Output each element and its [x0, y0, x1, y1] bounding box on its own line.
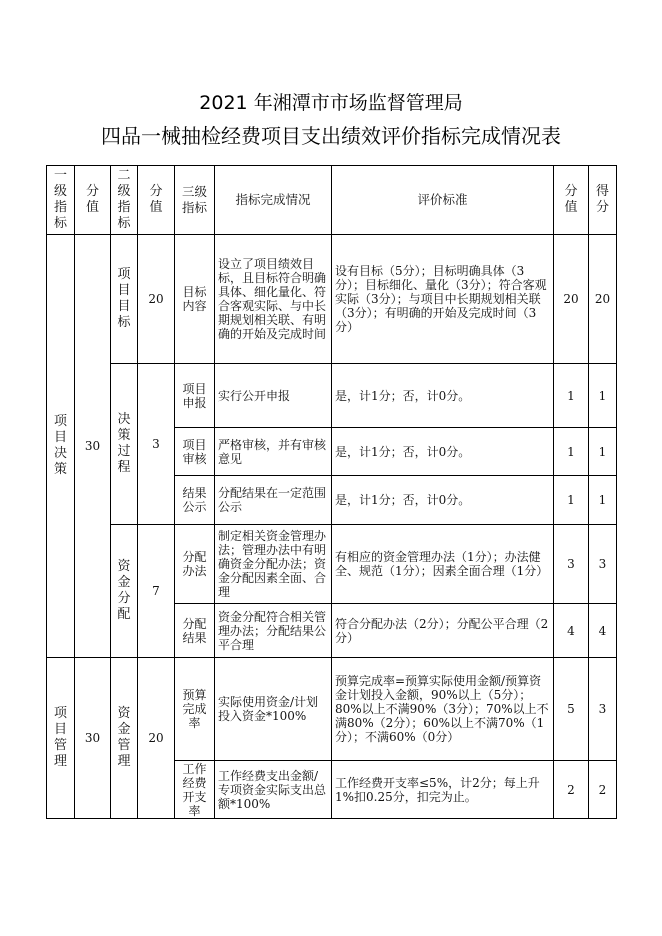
- header-cell: [554, 166, 589, 235]
- max-score: 1: [554, 476, 589, 525]
- level3-cell: 分配结果: [175, 604, 215, 658]
- max-score: 5: [554, 658, 589, 761]
- criteria-cell: 是，计1分；否，计0分。: [332, 428, 554, 476]
- got-score: 20: [589, 235, 617, 364]
- level3-cell: 工作经费开支率: [175, 761, 215, 819]
- title-line1: 2021 年湘潭市市场监督管理局: [199, 92, 463, 114]
- vertical-label: 分值: [149, 184, 163, 215]
- got-score: 3: [589, 525, 617, 604]
- vertical-label: 二级指标: [117, 168, 131, 231]
- level3-cell: 目标内容: [175, 235, 215, 364]
- vertical-label: 分值: [564, 184, 578, 215]
- completion-cell: 实际使用资金/计划投入资金*100%: [215, 658, 332, 761]
- level1-cell: [47, 235, 75, 658]
- criteria-cell: 有相应的资金管理办法（1分）；办法健全、规范（1分）；因素全面合理（1分）: [332, 525, 554, 604]
- level3-cell: 分配办法: [175, 525, 215, 604]
- table-row: [47, 235, 617, 364]
- vertical-label: 分值: [86, 184, 100, 215]
- completion-cell: 实行公开申报: [215, 364, 332, 428]
- header-cell: 评价标准: [332, 166, 554, 235]
- completion-cell: 工作经费支出金额/专项资金实际支出总额*100%: [215, 761, 332, 819]
- vertical-label: 项目管理: [54, 706, 68, 769]
- header-row: [47, 166, 617, 235]
- completion-cell: 分配结果在一定范围公示: [215, 476, 332, 525]
- table-row: [47, 364, 617, 428]
- max-score: 2: [554, 761, 589, 819]
- level2-score: 20: [138, 658, 175, 819]
- got-score: 1: [589, 428, 617, 476]
- header-cell: [75, 166, 111, 235]
- level2-cell: [111, 235, 138, 364]
- level3-cell: 结果公示: [175, 476, 215, 525]
- max-score: 4: [554, 604, 589, 658]
- level2-score: 7: [138, 525, 175, 658]
- table-row: [47, 525, 617, 604]
- header-cell: [47, 166, 75, 235]
- evaluation-table: [46, 165, 617, 819]
- criteria-cell: 是，计1分；否，计0分。: [332, 476, 554, 525]
- criteria-cell: 符合分配办法（2分）；分配公平合理（2分）: [332, 604, 554, 658]
- vertical-label: 一级指标: [54, 168, 68, 231]
- completion-cell: 资金分配符合相关管理办法；分配结果公平合理: [215, 604, 332, 658]
- got-score: 1: [589, 476, 617, 525]
- completion-cell: 制定相关资金管理办法；管理办法中有明确资金分配办法；资金分配因素全面、合理: [215, 525, 332, 604]
- level1-score: 30: [75, 235, 111, 658]
- header-cell: 指标完成情况: [215, 166, 332, 235]
- level3-cell: 预算完成率: [175, 658, 215, 761]
- criteria-cell: 是，计1分；否，计0分。: [332, 364, 554, 428]
- header-cell: [589, 166, 617, 235]
- got-score: 2: [589, 761, 617, 819]
- header-cell: [138, 166, 175, 235]
- table-row: [47, 658, 617, 761]
- level2-cell: [111, 364, 138, 525]
- criteria-cell: 工作经费开支率≤5%，计2分；每上升1%扣0.25分，扣完为止。: [332, 761, 554, 819]
- completion-cell: 严格审核，并有审核意见: [215, 428, 332, 476]
- level1-cell: [47, 658, 75, 819]
- header-cell: 三级指标: [175, 166, 215, 235]
- level2-cell: [111, 658, 138, 819]
- title-line2: 四品一械抽检经费项目支出绩效评价指标完成情况表: [101, 124, 561, 148]
- max-score: 3: [554, 525, 589, 604]
- criteria-cell: 设有目标（5分）；目标明确具体（3分）；目标细化、量化（3分）；符合客观实际（3分）；与项目中长期规划相关联（3分）；有明确的开始及完成时间（3分）: [332, 235, 554, 364]
- completion-cell: 设立了项目绩效目标，且目标符合明确具体、细化量化、符合客观实际、与中长期规划相关联、有明确的开始及完成时间: [215, 235, 332, 364]
- vertical-label: 项目目标: [117, 267, 131, 330]
- level3-cell: 项目申报: [175, 364, 215, 428]
- max-score: 1: [554, 428, 589, 476]
- max-score: 20: [554, 235, 589, 364]
- vertical-label: 项目决策: [54, 414, 68, 477]
- got-score: 3: [589, 658, 617, 761]
- got-score: 1: [589, 364, 617, 428]
- header-cell: [111, 166, 138, 235]
- criteria-cell: 预算完成率=预算实际使用金额/预算资金计划投入金额，90%以上（5分）；80%以上不满90%（3分）；70%以上不满80%（2分）；60%以上不满70%（1分）；不满60%（0分）: [332, 658, 554, 761]
- vertical-label: 资金分配: [117, 559, 131, 622]
- level2-score: 20: [138, 235, 175, 364]
- level3-cell: 项目审核: [175, 428, 215, 476]
- max-score: 1: [554, 364, 589, 428]
- level2-score: 3: [138, 364, 175, 525]
- level1-score: 30: [75, 658, 111, 819]
- vertical-label: 资金管理: [117, 706, 131, 769]
- vertical-label: 决策过程: [117, 412, 131, 475]
- vertical-label: 得分: [596, 184, 610, 215]
- level2-cell: [111, 525, 138, 658]
- got-score: 4: [589, 604, 617, 658]
